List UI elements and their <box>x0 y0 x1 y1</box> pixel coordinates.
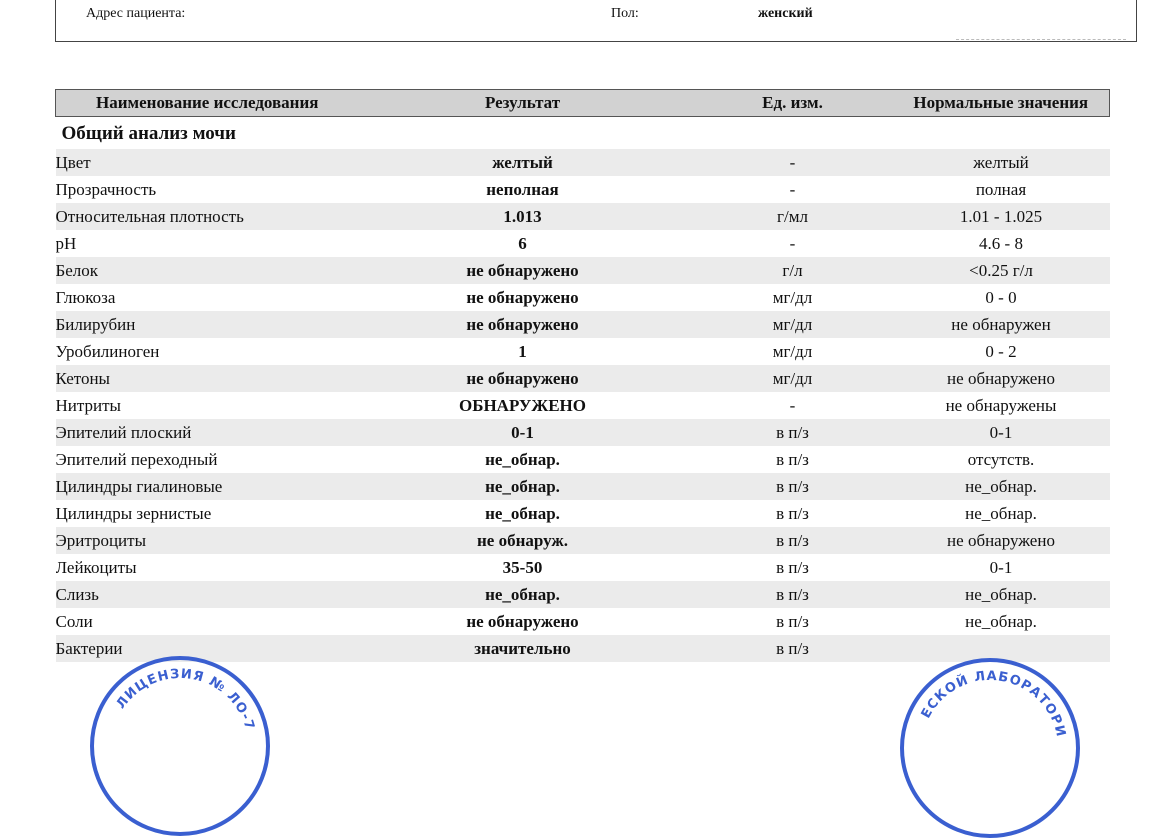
table-row <box>56 527 1110 554</box>
norm-cell: 4.6 - 8 <box>893 230 1110 257</box>
table-row <box>56 257 1110 284</box>
norm-cell: не обнаружено <box>893 365 1110 392</box>
result-cell: не_обнар. <box>353 581 693 608</box>
table-row <box>56 176 1110 203</box>
table-row <box>56 419 1110 446</box>
unit-cell: в п/з <box>693 527 893 554</box>
table-row <box>56 284 1110 311</box>
norm-cell: не обнаружены <box>893 392 1110 419</box>
right-seal-text: ЕСКОЙ ЛАБОРАТОРИ <box>918 668 1069 739</box>
test-name-cell: Относительная плотность <box>56 203 353 230</box>
result-cell: не обнаружено <box>353 608 693 635</box>
norm-cell: 1.01 - 1.025 <box>893 203 1110 230</box>
test-name-cell: Уробилиноген <box>56 338 353 365</box>
right-seal-graphic <box>900 658 1080 838</box>
patient-address-label: Адрес пациента: <box>86 6 186 21</box>
result-cell: не обнаружено <box>353 257 693 284</box>
table-row <box>56 338 1110 365</box>
test-name-cell: Прозрачность <box>56 176 353 203</box>
result-cell: 1.013 <box>353 203 693 230</box>
test-name-cell: Глюкоза <box>56 284 353 311</box>
norm-cell: не_обнар. <box>893 581 1110 608</box>
test-name-cell: Цилиндры гиалиновые <box>56 473 353 500</box>
header-result: Результат <box>353 90 693 117</box>
test-name-cell: Соли <box>56 608 353 635</box>
table-row <box>56 608 1110 635</box>
patient-sex-label: Пол: <box>611 6 639 21</box>
unit-cell: мг/дл <box>693 365 893 392</box>
left-seal-graphic <box>90 656 270 836</box>
unit-cell: - <box>693 176 893 203</box>
test-name-cell: Эпителий переходный <box>56 446 353 473</box>
test-name-cell: pH <box>56 230 353 257</box>
patient-info-box <box>55 0 1137 42</box>
test-name-cell: Эпителий плоский <box>56 419 353 446</box>
test-name-cell: Эритроциты <box>56 527 353 554</box>
table-row <box>56 581 1110 608</box>
result-cell: не_обнар. <box>353 500 693 527</box>
result-cell: не обнаружено <box>353 284 693 311</box>
test-name-cell: Цилиндры зернистые <box>56 500 353 527</box>
test-name-cell: Билирубин <box>56 311 353 338</box>
result-cell: не обнаружено <box>353 311 693 338</box>
test-name-cell: Кетоны <box>56 365 353 392</box>
unit-cell: - <box>693 392 893 419</box>
header-norm: Нормальные значения <box>893 90 1110 117</box>
result-cell: 6 <box>353 230 693 257</box>
test-name-cell: Цвет <box>56 149 353 176</box>
table-header-row <box>56 90 1110 117</box>
unit-cell: в п/з <box>693 473 893 500</box>
result-cell: 0-1 <box>353 419 693 446</box>
patient-sex-value: женский <box>758 6 813 21</box>
test-name-cell: Бактерии <box>56 635 353 662</box>
norm-cell: полная <box>893 176 1110 203</box>
result-cell: не_обнар. <box>353 473 693 500</box>
result-cell: 35-50 <box>353 554 693 581</box>
result-cell: не обнаружено <box>353 365 693 392</box>
unit-cell: г/л <box>693 257 893 284</box>
unit-cell: - <box>693 149 893 176</box>
table-row <box>56 500 1110 527</box>
header-unit: Ед. изм. <box>693 90 893 117</box>
test-name-cell: Лейкоциты <box>56 554 353 581</box>
result-cell: ОБНАРУЖЕНО <box>353 392 693 419</box>
unit-cell: г/мл <box>693 203 893 230</box>
unit-cell: в п/з <box>693 446 893 473</box>
table-row <box>56 365 1110 392</box>
unit-cell: в п/з <box>693 635 893 662</box>
result-cell: не обнаруж. <box>353 527 693 554</box>
right-seal-stamp <box>900 658 1080 838</box>
unit-cell: мг/дл <box>693 338 893 365</box>
table-row <box>56 203 1110 230</box>
test-name-cell: Белок <box>56 257 353 284</box>
results-table <box>55 89 1110 662</box>
norm-cell: <0.25 г/л <box>893 257 1110 284</box>
table-row <box>56 473 1110 500</box>
norm-cell: 0-1 <box>893 419 1110 446</box>
norm-cell: 0 - 0 <box>893 284 1110 311</box>
table-row <box>56 392 1110 419</box>
norm-cell: отсутств. <box>893 446 1110 473</box>
norm-cell: не_обнар. <box>893 608 1110 635</box>
norm-cell: 0 - 2 <box>893 338 1110 365</box>
unit-cell: мг/дл <box>693 311 893 338</box>
unit-cell: в п/з <box>693 419 893 446</box>
result-cell: значительно <box>353 635 693 662</box>
table-row <box>56 149 1110 176</box>
unit-cell: в п/з <box>693 500 893 527</box>
header-test-name: Наименование исследования <box>56 90 353 117</box>
norm-cell: не обнаружен <box>893 311 1110 338</box>
section-title: Общий анализ мочи <box>56 117 1110 150</box>
norm-cell: не_обнар. <box>893 500 1110 527</box>
test-name-cell: Слизь <box>56 581 353 608</box>
table-row <box>56 230 1110 257</box>
test-name-cell: Нитриты <box>56 392 353 419</box>
left-seal-text: ЛИЦЕНЗИЯ № ЛО-7 <box>113 666 258 733</box>
unit-cell: мг/дл <box>693 284 893 311</box>
table-row <box>56 311 1110 338</box>
norm-cell: 0-1 <box>893 554 1110 581</box>
norm-cell: не обнаружено <box>893 527 1110 554</box>
table-row <box>56 446 1110 473</box>
table-row <box>56 554 1110 581</box>
unit-cell: в п/з <box>693 608 893 635</box>
section-title-row <box>56 117 1110 150</box>
unit-cell: в п/з <box>693 581 893 608</box>
dashed-divider <box>956 39 1126 40</box>
unit-cell: в п/з <box>693 554 893 581</box>
norm-cell: желтый <box>893 149 1110 176</box>
result-cell: 1 <box>353 338 693 365</box>
result-cell: не_обнар. <box>353 446 693 473</box>
unit-cell: - <box>693 230 893 257</box>
left-seal-stamp <box>90 656 270 836</box>
result-cell: желтый <box>353 149 693 176</box>
result-cell: неполная <box>353 176 693 203</box>
norm-cell: не_обнар. <box>893 473 1110 500</box>
